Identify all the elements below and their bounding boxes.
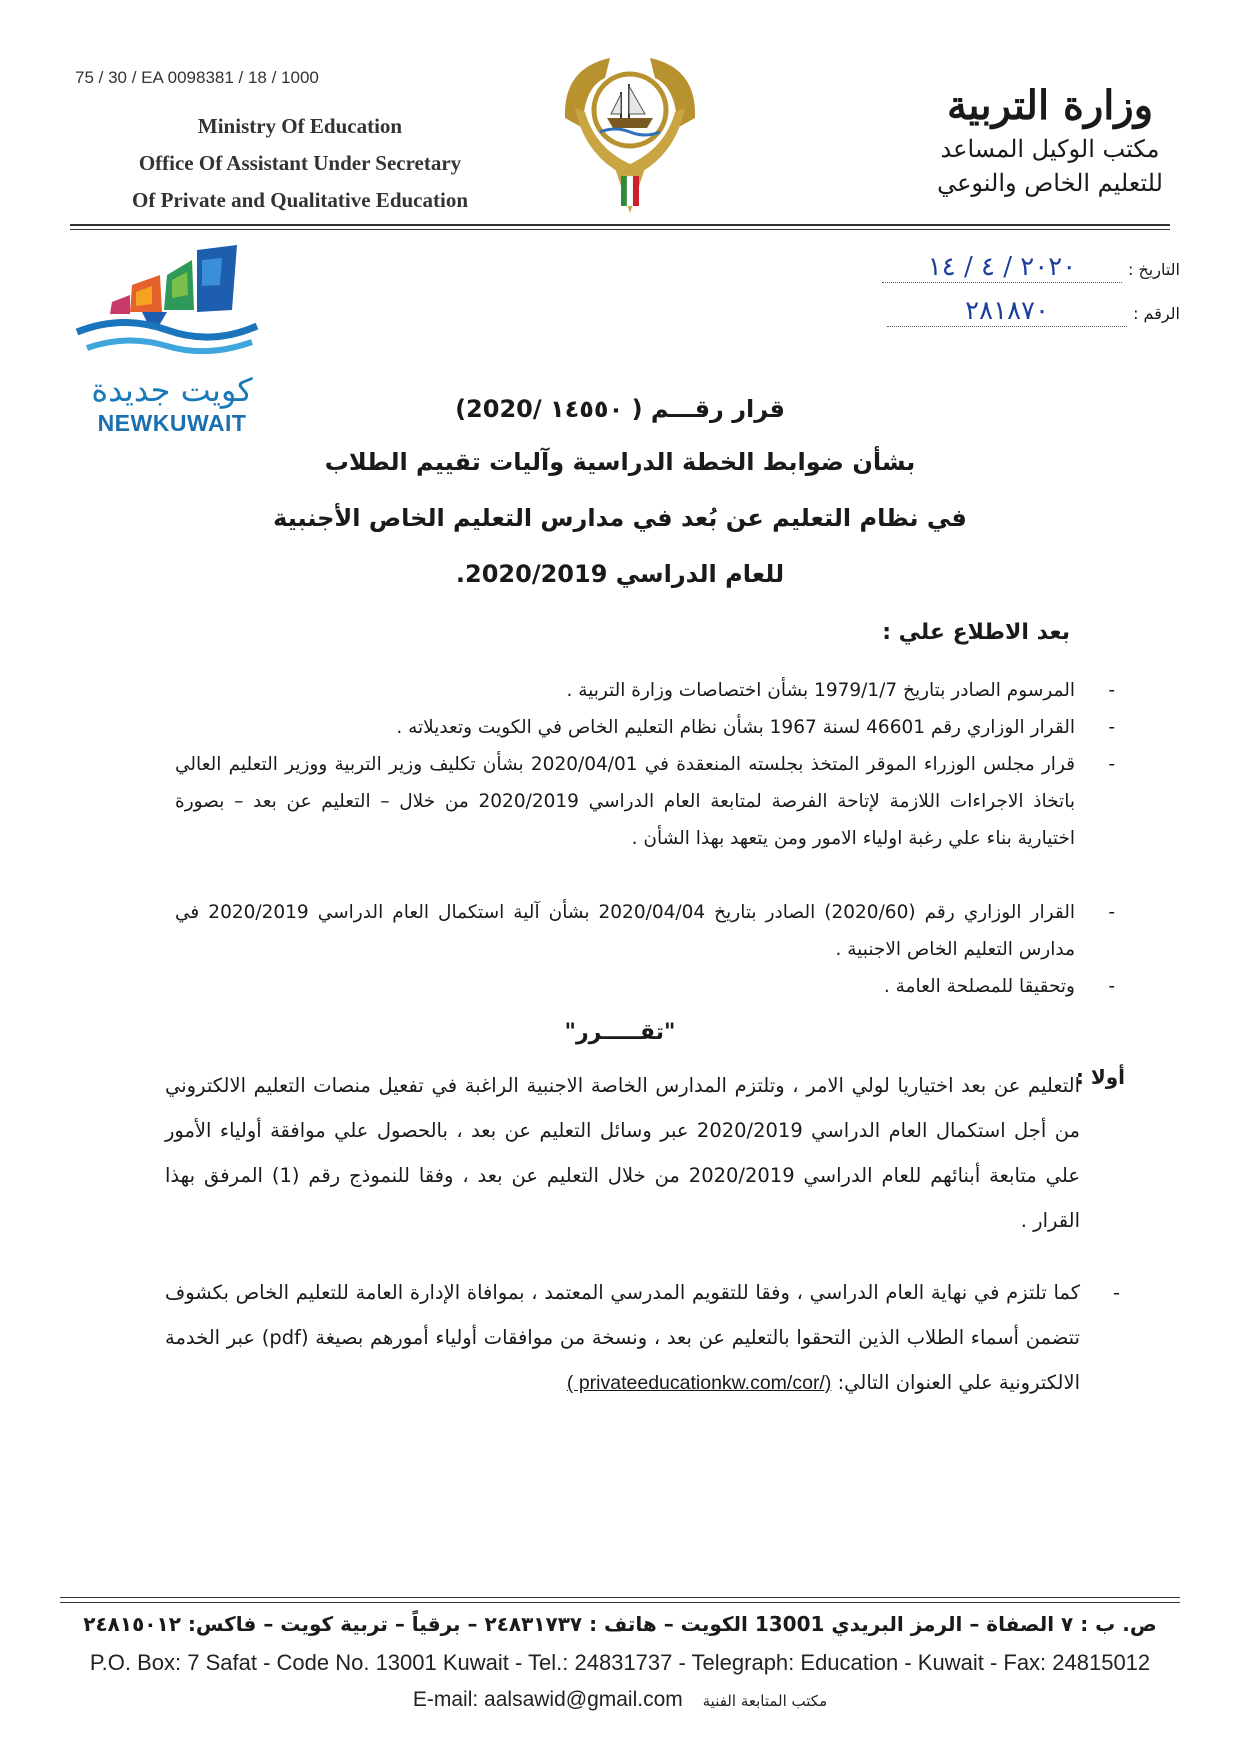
- department-name-ar: للتعليم الخاص والنوعي: [937, 169, 1163, 197]
- header-divider-thin: [70, 229, 1170, 230]
- preamble-item-1: - المرسوم الصادر بتاريخ 1979/1/7 بشأن اختصاصات وزارة التربية .: [566, 680, 1115, 701]
- preamble-item-3: - قرار مجلس الوزراء الموقر المتخذ بجلسته المنعقدة في 2020/04/01 بشأن تكليف وزير التربية ووزير التعليم العالي باتخاذ الاجراءات اللازمة لإتاحة الفرصة لمتابعة العام الدراسي 2020/2019 من خلال – التعليم عن بعد – بصورة اختيارية بناء علي رغبة اولياء الامور ومن يتعهد بهذا الشأن .: [175, 754, 1115, 849]
- decision-number: قرار رقـــم ( ١٤٥٥٠ /2020): [455, 395, 785, 423]
- footer-address-english: P.O. Box: 7 Safat - Code No. 13001 Kuwait - Tel.: 24831737 - Telegraph: Education - Kuwait - Fax: 24815012: [89, 1650, 1151, 1675]
- preamble-item-4: - القرار الوزاري رقم (2020/60) الصادر بتاريخ 2020/04/04 بشأن آلية استكمال العام الدراسي 2020/2019 في مدارس التعليم الخاص الاجنبية .: [175, 902, 1115, 960]
- date-label: التاريخ :: [1127, 260, 1180, 279]
- office-name: Office Of Assistant Under Secretary: [138, 151, 462, 175]
- number-row: [887, 296, 1180, 327]
- preamble-item-5: - وتحقيقا للمصلحة العامة .: [883, 976, 1115, 997]
- article-first-text: التعليم عن بعد اختياريا لولي الامر ، وتلتزم المدارس الخاصة الاجنبية الراغبة في تفعيل منصات التعليم الالكتروني من أجل استكمال العام الدراسي 2020/2019 عبر وسائل التعليم عن بعد ، بالحصول علي موافقة أولياء الأمور علي متابعة أبنائهم للعام الدراسي 2020/2019 من خلال التعليم عن بعد ، وفقا للنموذج رقم (1) المرفق بهذا القرار .: [165, 1074, 1080, 1232]
- new-kuwait-arabic: كويت جديدة: [91, 371, 253, 409]
- decision-subject: بشأن ضوابط الخطة الدراسية وآليات تقييم الطلاب: [324, 448, 916, 476]
- department-name: Of Private and Qualitative Education: [132, 188, 468, 212]
- date-row: [882, 252, 1180, 283]
- ministry-name-ar: وزارة التربية: [946, 82, 1154, 129]
- decision-scope: في نظام التعليم عن بُعد في مدارس التعليم الخاص الأجنبية: [273, 504, 967, 532]
- number-label: الرقم :: [1133, 304, 1180, 323]
- article-first-subtext: - كما تلتزم في نهاية العام الدراسي ، وفقا للتقويم المدرسي المعتمد ، بموافاة الإدارة العامة للتعليم الخاص بكشوف تتضمن أسماء الطلاب الذين التحقوا بالتعليم عن بعد ، ونسخة من موافقات أولياء أمورهم بصيغة (pdf) عبر الخدمة الالكترونية علي العنوان التالي: ( privateeducationkw.com/cor/): [165, 1281, 1120, 1394]
- footer-address-arabic: ص. ب : ٧ الصفاة – الرمز البريدي 13001 الكويت – هاتف : ٢٤٨٣١٧٣٧ – برقياً – تربية كويت – فاكس: ٢٤٨١٥٠١٢: [83, 1612, 1157, 1636]
- submission-link[interactable]: ( privateeducationkw.com/cor/): [566, 1372, 832, 1394]
- preamble-item-2: - القرار الوزاري رقم 46601 لسنة 1967 بشأن نظام التعليم الخاص في الكويت وتعديلاته .: [396, 717, 1115, 738]
- decision-year: للعام الدراسي 2020/2019.: [455, 560, 785, 588]
- state-emblem-icon: [555, 48, 705, 218]
- arabic-letterhead: [920, 80, 1180, 200]
- reference-code: 75 / 30 / EA 0098381 / 18 / 1000: [75, 68, 319, 87]
- footer-divider: [60, 1597, 1180, 1598]
- number-value: ٢٨١٨٧٠: [887, 296, 1127, 327]
- english-letterhead: [100, 108, 500, 219]
- date-value: ٢٠٢٠ / ٤ / ١٤: [882, 252, 1122, 283]
- ministry-name: Ministry Of Education: [197, 114, 403, 138]
- footer-office: مكتب المتابعة الفنية: [702, 1692, 828, 1710]
- new-kuwait-logo-icon: [72, 240, 262, 365]
- footer-email: E-mail: aalsawid@gmail.com: [412, 1688, 683, 1711]
- office-name-ar: مكتب الوكيل المساعد: [940, 135, 1160, 163]
- footer-divider-thin: [60, 1602, 1180, 1603]
- header-divider: [70, 224, 1170, 226]
- footer-contact: [60, 1688, 1180, 1712]
- article-first-label: أولا :: [1075, 1065, 1125, 1089]
- decision-heading: "تقـــــرر": [564, 1020, 676, 1045]
- preamble-heading: بعد الاطلاع علي :: [882, 620, 1070, 645]
- new-kuwait-english: NEWKUWAIT: [97, 410, 247, 436]
